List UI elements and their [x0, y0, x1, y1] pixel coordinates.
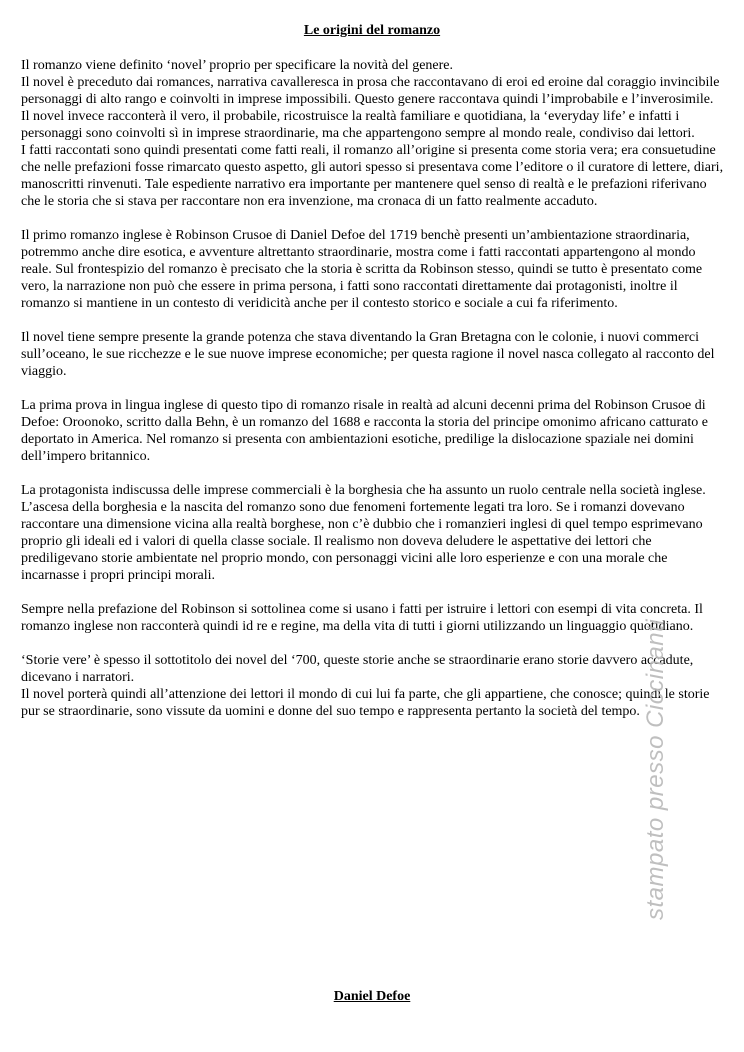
paragraph: La protagonista indiscussa delle imprese commerciali è la borghesia che ha assunto un ruolo centrale nella società inglese. L’ascesa della borghesia e la nascita del romanzo sono due fenomeni fortemente legati tra loro. Se i romanzi dovevano raccontare una dimensione vicina alla realtà borghese, non c’è dubbio che i romanzieri inglesi di quel tempo esprimevano proprio gli ideali ed i valori di quella classe sociale. Il realismo non doveva deludere le aspettative dei lettori che prediligevano storie ambientate nel proprio mondo, con personaggi vicini alle loro esperienze e con una morale che incarnasse i propri principi morali.	[21, 483, 706, 583]
document-body	[21, 57, 729, 720]
paragraph: ‘Storie vere’ è spesso il sottotitolo dei novel del ‘700, queste storie anche se straordinarie erano storie davvero accadute, dicevano i narratori.	[21, 653, 694, 685]
paragraph: Il novel invece racconterà il vero, il probabile, ricostruisce la realtà familiare e quotidiana, la ‘everyday life’ e infatti i personaggi sono coinvolti sì in imprese straordinarie, ma che appartengono sempre al mondo reale, condiviso dai lettori.	[21, 109, 695, 141]
paragraph: Il primo romanzo inglese è Robinson Crusoe di Daniel Defoe del 1719 benchè presenti un’ambientazione straordinaria, potremmo anche dire esotica, e avventure altrettanto straordinarie, mostra come i fatti raccontati appartengono al mondo reale. Sul frontespizio del romanzo è precisato che la storia è scritta da Robinson stesso, quindi se tutto è presentato come vero, la narrazione non può che essere in prima persona, i fatti sono raccontati direttamente dai protagonisti, inoltre il romanzo si mantiene in un contesto di veridicità anche per il contesto storico e sociale a cui fa riferimento.	[21, 228, 703, 311]
document-title: Le origini del romanzo	[303, 23, 441, 38]
paragraph: Il romanzo viene definito ‘novel’ proprio per specificare la novità del genere.	[21, 58, 453, 73]
paragraph: Sempre nella prefazione del Robinson si sottolinea come si usano i fatti per istruire i lettori con esempi di vita concreta. Il romanzo inglese non racconterà quindi id re e regine, ma della vita di tutti i giorni utilizzando un linguaggio quotidiano.	[21, 602, 703, 634]
paragraph: Il novel è preceduto dai romances, narrativa cavalleresca in prosa che raccontavano di eroi ed eroine dal coraggio invincibile personaggi di alto rango e coinvolti in imprese impossibili. Questo genere raccontava quindi l’improbabile e l’inverosimile.	[21, 75, 720, 107]
section-heading-daniel-defoe: Daniel Defoe	[333, 989, 411, 1004]
paragraph: I fatti raccontati sono quindi presentati come fatti reali, il romanzo all’origine si presenta come storia vera; era consuetudine che nelle prefazioni fosse rimarcato questo aspetto, gli autori spesso si presentava come l’editore o il curatore di lettere, diari, manoscritti rinvenuti. Tale espediente narrativo era importante per mantenere quel senso di realtà e le prefazioni riferivano che le storia che si stava per raccontare non era invenzione, ma cronaca di un fatto realmente accaduto.	[21, 143, 724, 209]
paragraph: Il novel tiene sempre presente la grande potenza che stava diventando la Gran Bretagna con le colonie, i nuovi commerci sull’oceano, le sue ricchezze e le sue nuove imprese economiche; per questa ragione il novel nasca collegato al racconto del viaggio.	[21, 330, 715, 379]
paragraph: Il novel porterà quindi all’attenzione dei lettori il mondo di cui lui fa parte, che gli appartiene, che conosce; quindi le storie pur se straordinarie, sono vissute da uomini e donne del suo tempo e rappresenta pertanto la società del tempo.	[21, 687, 710, 719]
print-watermark: stampato presso Ciccinanti	[642, 618, 669, 920]
paragraph: La prima prova in lingua inglese di questo tipo di romanzo risale in realtà ad alcuni decenni prima del Robinson Crusoe di Defoe: Oroonoko, scritto dalla Behn, è un romanzo del 1688 e racconta la storia del principe omonimo africano catturato e deportato in America. Nel romanzo si presenta con ambientazioni esotiche, predilige la dislocazione spaziale nei domini dell’impero britannico.	[21, 398, 708, 464]
